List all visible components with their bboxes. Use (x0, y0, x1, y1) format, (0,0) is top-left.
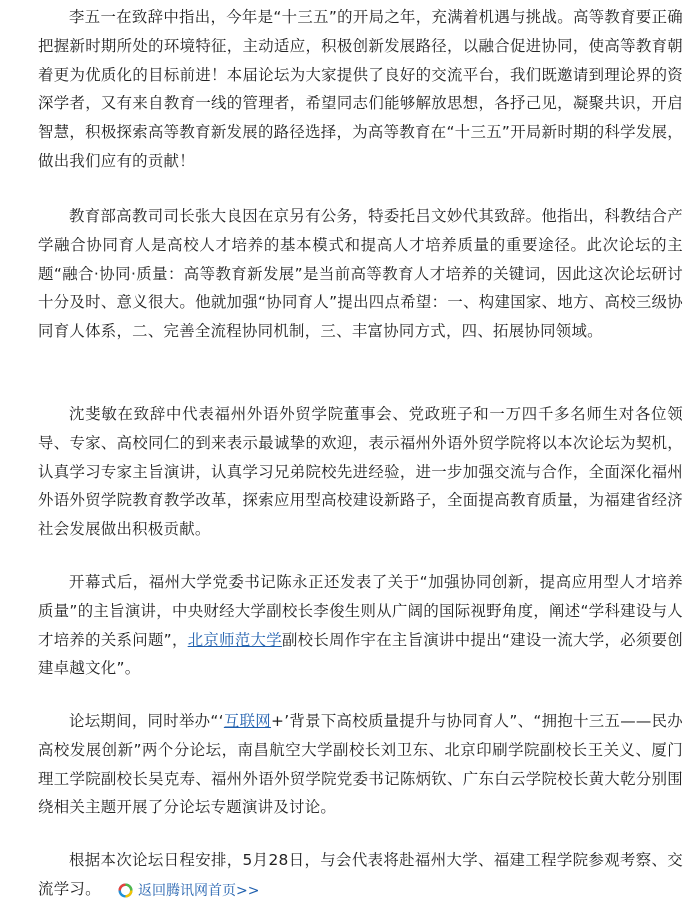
back-to-homepage-label[interactable]: 返回腾讯网首页>> (138, 883, 260, 899)
paragraph-sub-forums (38, 707, 683, 822)
paragraph-welcome-speech (38, 400, 683, 544)
inline-link[interactable]: 互联网 (223, 712, 272, 730)
paragraph-moe-speech (38, 202, 683, 346)
paragraph-text: 教育部高教司司长张大良因在京另有公务，特委托吕文妙代其致辞。他指出，科教结合产学融合协同育人是高校人才培养的基本模式和提高人才培养质量的重要途径。此次论坛的主题“融合·协同·质量：高等教育新发展”是当前高等教育人才培养的关键词，因此这次论坛研讨十分及时、意义很大。他就加强“协同育人”提出四点希望：一、构建国家、地方、高校三级协同育人体系，二、完善全流程协同机制，三、丰富协同方式，四、拓展协同领域。 (38, 207, 683, 341)
paragraph-text: 根据本次论坛日程安排，5月28日，与会代表将赴福州大学、福建工程学院参观考察、交流学习。 (38, 851, 683, 898)
tencent-logo-icon (118, 883, 133, 898)
paragraph-text: 论坛期间，同时举办“‘ (69, 712, 224, 730)
paragraph-text: +’背景下高校质量提升与协同育人”、“拥抱十三五——民办高校发展创新”两个分论坛，南昌航空大学副校长刘卫东、北京印刷学院副校长王关义、厦门理工学院副校长吴克寿、福州外语外贸学院党委书记陈炳钦、广东白云学院校长黄大乾分别围绕相关主题开展了分论坛专题演讲及讨论。 (38, 712, 683, 817)
paragraph-keynotes (38, 568, 683, 683)
logo-arc-green (126, 884, 132, 890)
paragraph-opening-speech (38, 3, 683, 176)
logo-arc-red (120, 884, 126, 890)
paragraph-text: 李五一在致辞中指出，今年是“十三五”的开局之年，充满着机遇与挑战。高等教育要正确把握新时期所处的环境特征，主动适应，积极创新发展路径，以融合促进协同，使高等教育朝着更为优质化的目标前进！本届论坛为大家提供了良好的交流平台，我们既邀请到理论界的资深学者，又有来自教育一线的管理者，希望同志们能够解放思想，各抒己见，凝聚共识，开启智慧，积极探索高等教育新发展的路径选择，为高等教育在“十三五”开局新时期的科学发展，做出我们应有的贡献！ (38, 8, 683, 170)
back-to-homepage-link[interactable] (118, 879, 259, 901)
inline-link[interactable]: 北京师范大学 (187, 630, 282, 649)
paragraph-text: 沈斐敏在致辞中代表福州外语外贸学院董事会、党政班子和一万四千多名师生对各位领导、专家、高校同仁的到来表示最诚挚的欢迎，表示福州外语外贸学院将以本次论坛为契机，认真学习专家主旨演讲，认真学习兄弟院校先进经验，进一步加强交流与合作，全面深化福州外语外贸学院教育教学改革，探索应用型高校建设新路子，全面提高教育质量，为福建省经济社会发展做出积极贡献。 (38, 405, 683, 539)
logo-arc-yellow (126, 890, 132, 896)
paragraph-text: 副校长周作宇在主旨演讲中提出“建设一流大学，必须要创建卓越文化”。 (38, 630, 683, 678)
paragraph-text: 开幕式后，福州大学党委书记陈永正还发表了关于“加强协同创新，提高应用型人才培养质量”的主旨演讲，中央财经大学副校长李俊生则从广阔的国际视野角度，阐述“学科建设与人才培养的关系问题”， (38, 573, 683, 649)
